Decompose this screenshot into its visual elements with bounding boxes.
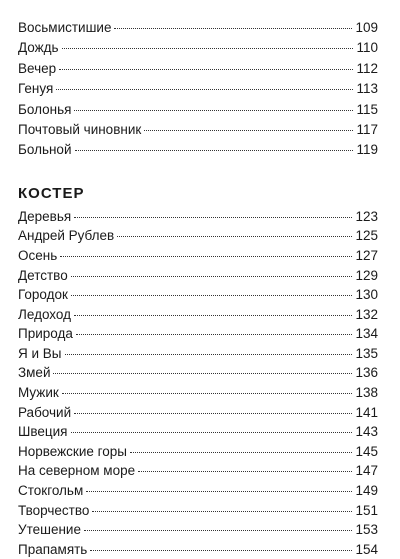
toc-entry-title: Детство <box>18 267 68 283</box>
toc-entry <box>18 403 378 423</box>
dot-leader <box>62 393 353 394</box>
toc-entry-page-number: 115 <box>356 101 378 117</box>
toc-group-part-two <box>18 207 378 559</box>
toc-entry-title: Швеция <box>18 424 68 440</box>
toc-entry <box>18 363 378 383</box>
toc-entry-page-number: 113 <box>356 81 378 97</box>
toc-entry <box>18 59 378 79</box>
toc-entry-title: Болонья <box>18 101 72 117</box>
toc-entry-title: Дождь <box>18 40 59 56</box>
toc-entry-page-number: 123 <box>355 208 378 224</box>
toc-entry <box>18 226 378 246</box>
toc-entry-title: Вечер <box>18 60 57 76</box>
dot-leader <box>138 471 352 472</box>
dot-leader <box>130 452 352 453</box>
toc-entry-page-number: 130 <box>355 287 378 303</box>
toc-entry <box>18 285 378 305</box>
toc-entry <box>18 266 378 286</box>
dot-leader <box>65 354 353 355</box>
section-heading: КОСТЕР <box>18 184 85 202</box>
toc-entry <box>18 324 378 344</box>
toc-entry-page-number: 110 <box>356 40 378 56</box>
toc-group-part-one <box>18 0 378 161</box>
dot-leader <box>59 69 353 70</box>
toc-entry-page-number: 129 <box>355 267 378 283</box>
toc-entry-page-number: 109 <box>355 20 378 35</box>
toc-entry <box>18 18 378 38</box>
toc-entry-title: На северном море <box>18 463 136 479</box>
toc-entry-page-number: 141 <box>355 404 378 420</box>
toc-entry <box>18 120 378 140</box>
dot-leader <box>71 432 353 433</box>
dot-leader <box>84 530 353 531</box>
toc-entry <box>18 461 378 481</box>
dot-leader <box>90 550 352 551</box>
toc-entry-title: Норвежские горы <box>18 443 127 459</box>
toc-entry <box>18 100 378 120</box>
dot-leader <box>144 130 353 131</box>
toc-entry-page-number: 132 <box>355 306 378 322</box>
toc-entry-page-number: 112 <box>356 60 378 76</box>
toc-entry-page-number: 125 <box>355 228 378 244</box>
toc-entry-title: Творчество <box>18 502 90 518</box>
dot-leader <box>71 295 353 296</box>
toc-entry <box>18 481 378 501</box>
toc-entry-page-number: 134 <box>355 326 378 342</box>
dot-leader <box>74 315 352 316</box>
toc-entry-title: Ледоход <box>18 306 71 322</box>
toc-entry <box>18 422 378 442</box>
table-of-contents-page <box>18 0 378 559</box>
toc-entry-title: Городок <box>18 287 68 303</box>
dot-leader <box>74 110 353 111</box>
toc-entry-page-number: 147 <box>355 463 378 479</box>
toc-entry-title: Рабочий <box>18 404 72 420</box>
toc-entry-page-number: 149 <box>355 483 378 499</box>
toc-entry <box>18 207 378 227</box>
toc-entry-title: Почтовый чиновник <box>18 121 142 137</box>
toc-entry-page-number: 119 <box>356 142 378 158</box>
toc-entry-page-number: 136 <box>355 365 378 381</box>
toc-entry-title: Андрей Рублев <box>18 228 115 244</box>
dot-leader <box>74 413 352 414</box>
toc-entry-title: Прапамять <box>18 541 88 557</box>
dot-leader <box>71 276 353 277</box>
toc-entry <box>18 540 378 559</box>
toc-entry-title: Мужик <box>18 385 59 401</box>
toc-entry <box>18 79 378 99</box>
dot-leader <box>53 373 352 374</box>
toc-entry-page-number: 154 <box>355 541 378 557</box>
toc-entry-title: Природа <box>18 326 73 342</box>
dot-leader <box>56 89 353 90</box>
dot-leader <box>86 491 352 492</box>
toc-entry <box>18 344 378 364</box>
toc-entry-title: Генуя <box>18 81 54 97</box>
toc-entry-title: Восьмистишие <box>18 20 112 35</box>
toc-entry-page-number: 117 <box>356 121 378 137</box>
toc-entry-title: Я и Вы <box>18 345 62 361</box>
toc-entry-title: Змей <box>18 365 51 381</box>
toc-entry-page-number: 151 <box>355 502 378 518</box>
dot-leader <box>117 236 352 237</box>
toc-entry-title: Утешение <box>18 522 81 538</box>
toc-entry-title: Стокгольм <box>18 483 84 499</box>
toc-entry-title: Осень <box>18 247 58 263</box>
toc-entry-page-number: 143 <box>355 424 378 440</box>
toc-entry-page-number: 145 <box>355 443 378 459</box>
dot-leader <box>75 150 354 151</box>
toc-entry <box>18 38 378 58</box>
toc-entry-page-number: 127 <box>355 247 378 263</box>
toc-entry <box>18 305 378 325</box>
toc-entry <box>18 383 378 403</box>
dot-leader <box>114 28 352 29</box>
dot-leader <box>62 48 353 49</box>
toc-entry-title: Больной <box>18 142 72 158</box>
toc-entry <box>18 501 378 521</box>
dot-leader <box>92 511 352 512</box>
toc-entry <box>18 140 378 160</box>
toc-entry-title: Деревья <box>18 208 72 224</box>
dot-leader <box>60 256 352 257</box>
toc-entry <box>18 246 378 266</box>
dot-leader <box>76 334 353 335</box>
toc-entry <box>18 520 378 540</box>
toc-entry-page-number: 138 <box>355 385 378 401</box>
toc-entry <box>18 442 378 462</box>
toc-entry-page-number: 153 <box>355 522 378 538</box>
dot-leader <box>74 217 352 218</box>
toc-entry-page-number: 135 <box>355 345 378 361</box>
